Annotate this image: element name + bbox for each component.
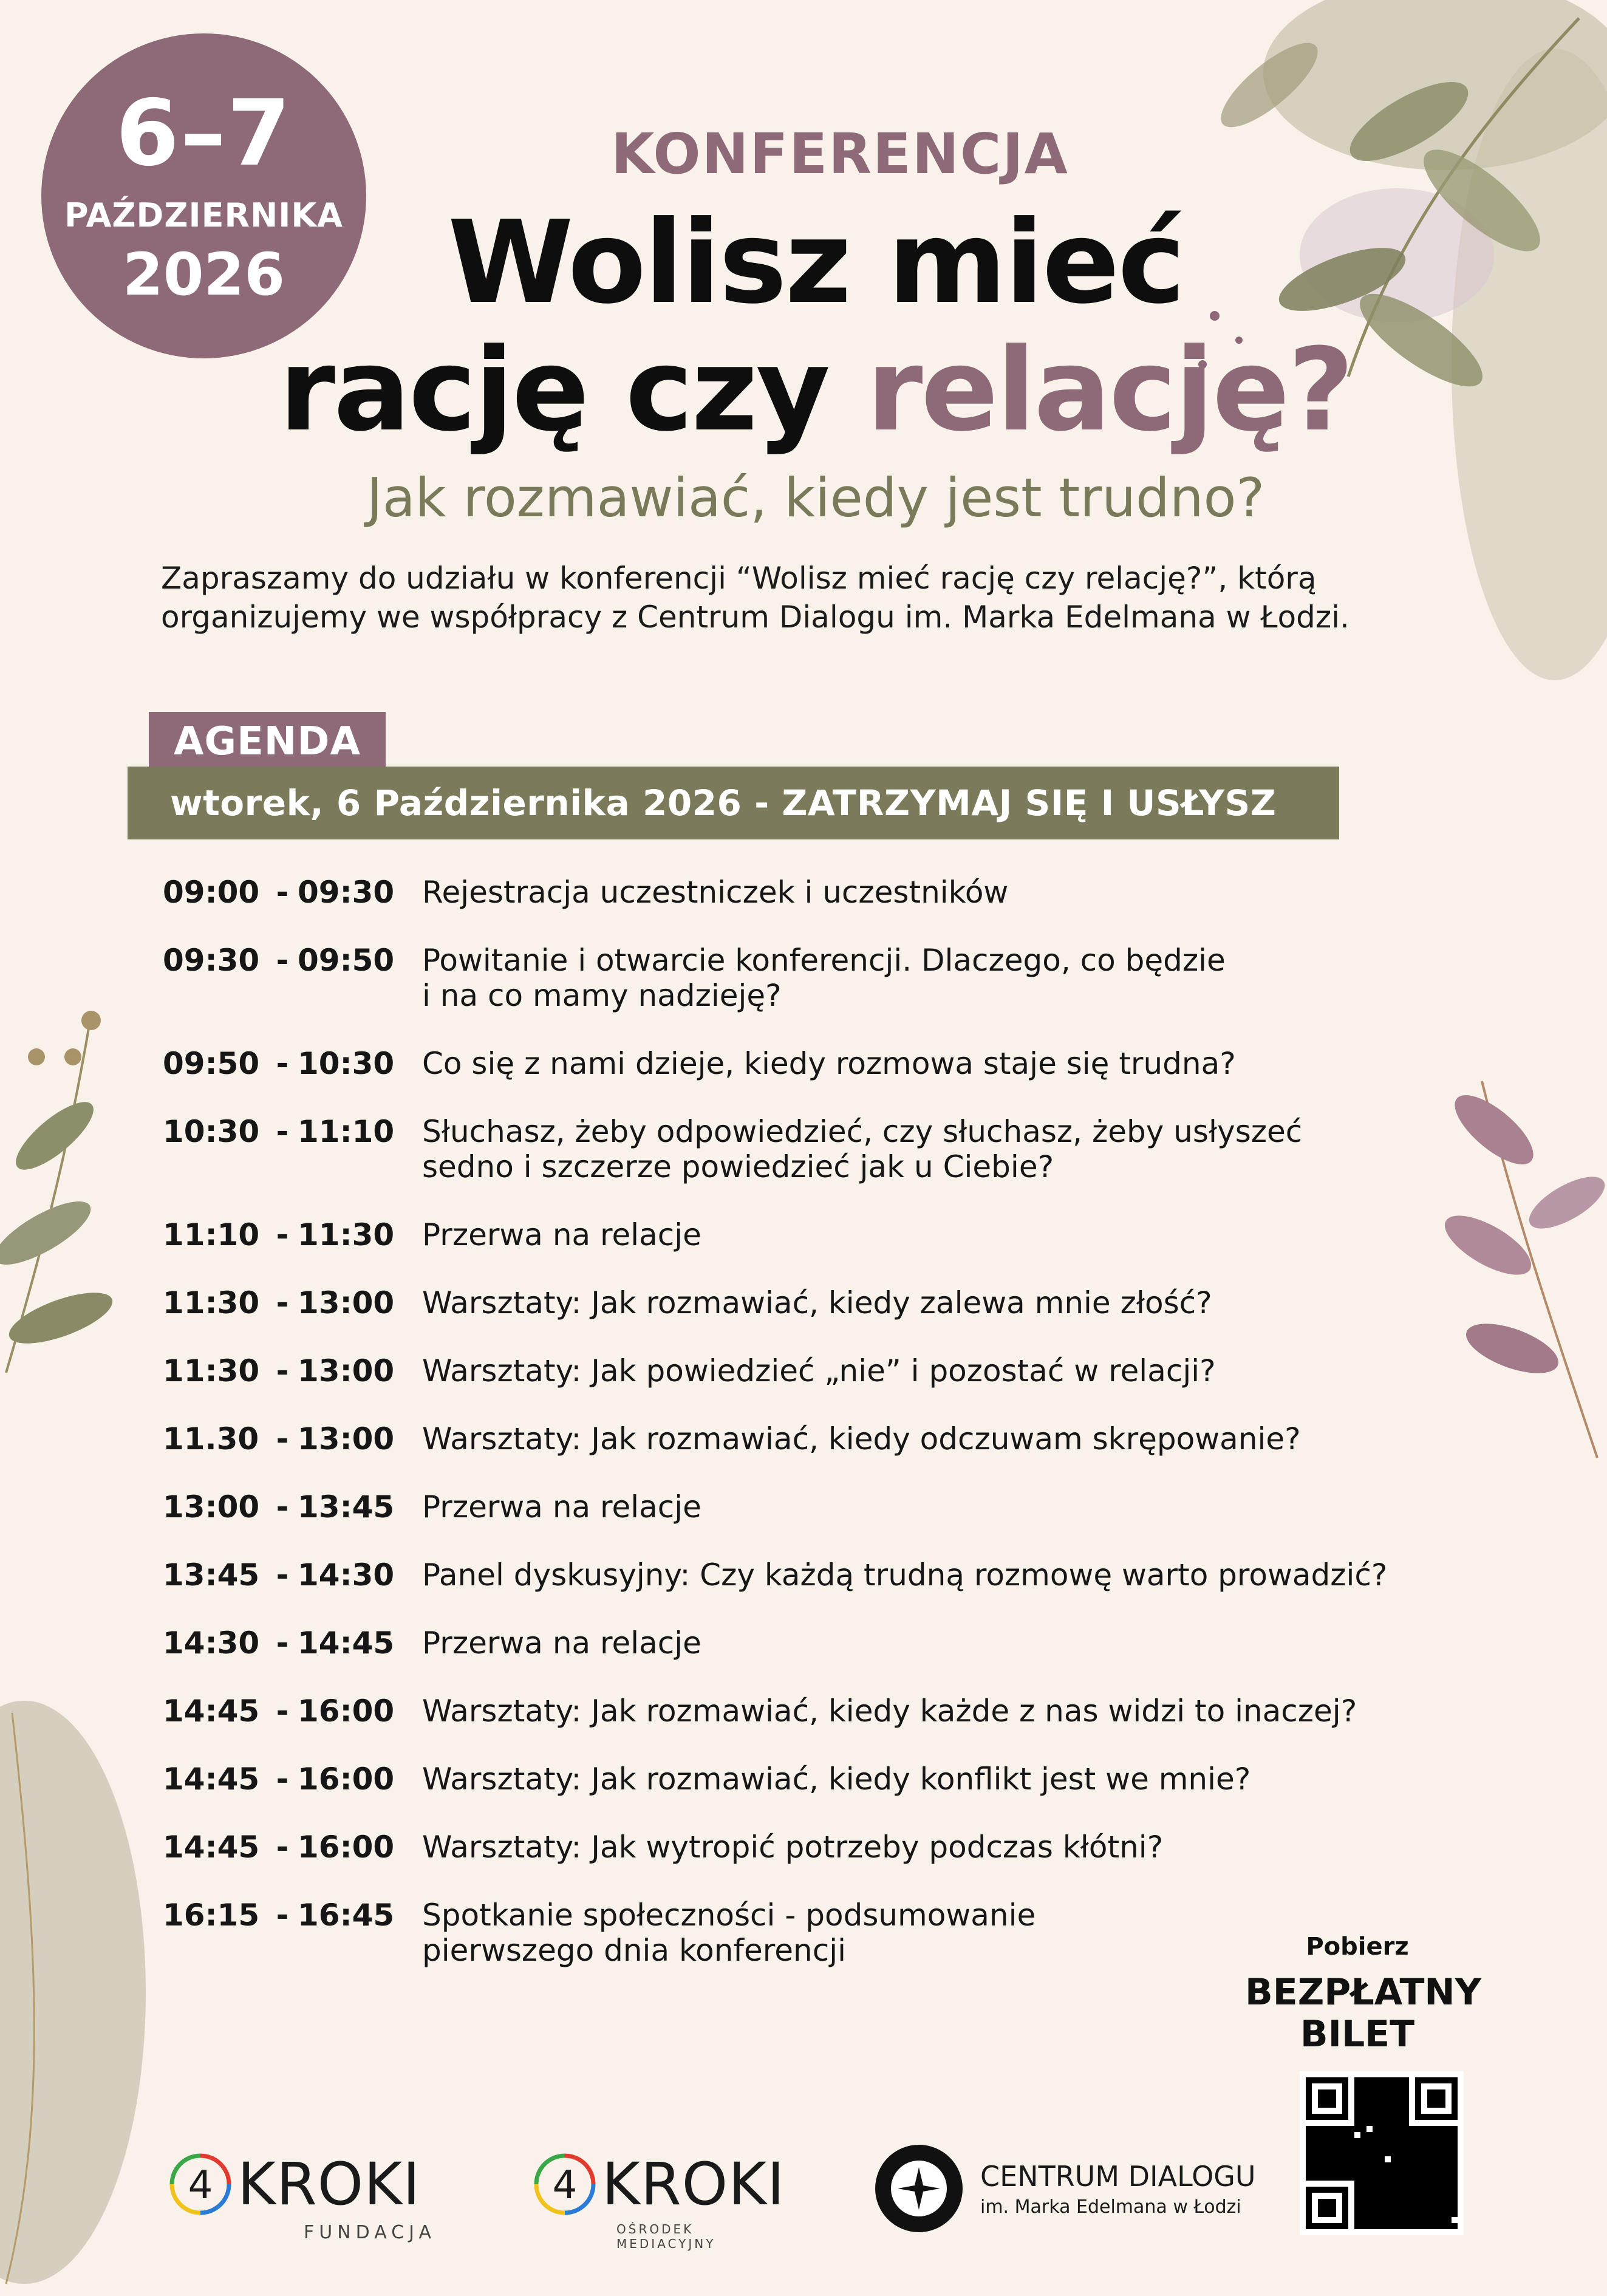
agenda-end-time: 11:30 bbox=[298, 1217, 395, 1252]
agenda-start-time: 09:00 bbox=[163, 875, 260, 910]
four-kroki-ring-icon bbox=[167, 2151, 234, 2218]
agenda-row bbox=[163, 1557, 1469, 1593]
agenda-description: Spotkanie społeczności - podsumowanie pierwszego dnia konferencji bbox=[422, 1898, 1036, 1968]
ticket-callout[interactable] bbox=[1245, 1933, 1482, 2055]
agenda-tag: AGENDA bbox=[149, 712, 386, 771]
agenda-start-time: 14:45 bbox=[163, 1693, 260, 1729]
agenda-end-time: 09:30 bbox=[298, 875, 395, 910]
agenda-description: Warsztaty: Jak wytropić potrzeby podczas kłótni? bbox=[422, 1830, 1164, 1865]
agenda-time-separator: - bbox=[276, 1898, 289, 1933]
kroki-sub-osrodek: OŚRODEK MEDIACYJNY bbox=[616, 2222, 716, 2251]
kroki-name: KROKI bbox=[237, 2150, 421, 2218]
title-line-2 bbox=[12, 324, 1607, 457]
agenda-row bbox=[163, 875, 1469, 910]
agenda-end-time: 09:50 bbox=[298, 943, 395, 978]
agenda-start-time: 09:50 bbox=[163, 1046, 260, 1081]
kroki-name: KROKI bbox=[602, 2150, 785, 2218]
kroki-sub-fundacja: FUNDACJA bbox=[304, 2222, 437, 2243]
agenda-start-time: 13:45 bbox=[163, 1557, 260, 1593]
agenda-start-time: 14:45 bbox=[163, 1830, 260, 1865]
agenda-row bbox=[163, 1114, 1469, 1184]
agenda-end-time: 16:45 bbox=[298, 1898, 395, 1933]
agenda-row bbox=[163, 1285, 1469, 1321]
agenda-end-time: 16:00 bbox=[298, 1761, 395, 1797]
four-kroki-ring-icon bbox=[531, 2151, 598, 2218]
agenda-start-time: 14:45 bbox=[163, 1761, 260, 1797]
agenda-end-time: 13:00 bbox=[298, 1285, 395, 1321]
agenda-row bbox=[163, 1046, 1469, 1081]
agenda-row bbox=[163, 943, 1469, 1013]
agenda-start-time: 11:30 bbox=[163, 1353, 260, 1389]
agenda-start-time: 11:10 bbox=[163, 1217, 260, 1252]
agenda-row bbox=[163, 1489, 1469, 1525]
ticket-main-label: BEZPŁATNY BILET bbox=[1245, 1971, 1482, 2055]
agenda-end-time: 13:00 bbox=[298, 1421, 395, 1457]
subtitle: Jak rozmawiać, kiedy jest trudno? bbox=[366, 466, 1265, 529]
agenda-row bbox=[163, 1217, 1469, 1252]
centrum-dialogu-seal-icon bbox=[873, 2143, 964, 2234]
kroki-number: 4 bbox=[552, 2163, 578, 2208]
agenda-end-time: 11:10 bbox=[298, 1114, 395, 1149]
agenda-start-time: 09:30 bbox=[163, 943, 260, 978]
agenda-time-separator: - bbox=[276, 1625, 289, 1661]
qr-code-graphic bbox=[1306, 2077, 1458, 2229]
agenda-description: Przerwa na relacje bbox=[422, 1217, 701, 1252]
date-year: 2026 bbox=[122, 241, 285, 309]
agenda-time-separator: - bbox=[276, 1693, 289, 1729]
agenda-time-separator: - bbox=[276, 1114, 289, 1149]
agenda-end-time: 13:00 bbox=[298, 1353, 395, 1389]
leaf-decoration-left bbox=[0, 978, 121, 1403]
agenda-time-separator: - bbox=[276, 1421, 289, 1457]
agenda-start-time: 16:15 bbox=[163, 1898, 260, 1933]
centrum-dialogu-name: CENTRUM DIALOGU bbox=[980, 2159, 1256, 2193]
agenda-end-time: 14:45 bbox=[298, 1625, 395, 1661]
logo-osrodek-4-kroki[interactable] bbox=[531, 2150, 785, 2251]
agenda-description: Warsztaty: Jak rozmawiać, kiedy każde z nas widzi to inaczej? bbox=[422, 1693, 1357, 1729]
agenda-description: Panel dyskusyjny: Czy każdą trudną rozmowę warto prowadzić? bbox=[422, 1557, 1388, 1593]
agenda-start-time: 14:30 bbox=[163, 1625, 260, 1661]
title-line-2-plain: rację czy bbox=[279, 324, 867, 457]
agenda-description: Rejestracja uczestniczek i uczestników bbox=[422, 875, 1009, 910]
agenda-time-separator: - bbox=[276, 1353, 289, 1389]
agenda-time-separator: - bbox=[276, 943, 289, 978]
agenda-time-separator: - bbox=[276, 1285, 289, 1321]
schedule-list bbox=[163, 875, 1469, 2001]
agenda-end-time: 10:30 bbox=[298, 1046, 395, 1081]
qr-code-icon[interactable] bbox=[1300, 2071, 1464, 2235]
agenda-end-time: 14:30 bbox=[298, 1557, 395, 1593]
agenda-description: Warsztaty: Jak rozmawiać, kiedy zalewa mnie złość? bbox=[422, 1285, 1212, 1321]
agenda-start-time: 11:30 bbox=[163, 1285, 260, 1321]
agenda-row bbox=[163, 1830, 1469, 1865]
agenda-time-separator: - bbox=[276, 1557, 289, 1593]
agenda-description: Przerwa na relacje bbox=[422, 1489, 701, 1525]
agenda-description: Przerwa na relacje bbox=[422, 1625, 701, 1661]
agenda-time-separator: - bbox=[276, 1217, 289, 1252]
agenda-time-separator: - bbox=[276, 1489, 289, 1525]
kroki-number: 4 bbox=[188, 2163, 213, 2208]
conference-kicker: KONFERENCJA bbox=[611, 121, 1069, 186]
agenda-description: Warsztaty: Jak powiedzieć „nie” i pozostać w relacji? bbox=[422, 1353, 1216, 1389]
title-line-2-accent: relację? bbox=[866, 324, 1353, 457]
agenda-row bbox=[163, 1693, 1469, 1729]
agenda-description: Powitanie i otwarcie konferencji. Dlaczego, co będzie i na co mamy nadzieję? bbox=[422, 943, 1226, 1013]
agenda-row bbox=[163, 1761, 1469, 1797]
agenda-row bbox=[163, 1353, 1469, 1389]
intro-paragraph: Zapraszamy do udziału w konferencji “Wolisz mieć rację czy relację?”, którą organizujemy we współpracy z Centrum Dialogu im. Marka Edelmana w Łodzi. bbox=[161, 561, 1349, 635]
agenda-start-time: 11.30 bbox=[163, 1421, 259, 1457]
agenda-end-time: 16:00 bbox=[298, 1830, 395, 1865]
agenda-start-time: 10:30 bbox=[163, 1114, 260, 1149]
agenda-description: Warsztaty: Jak rozmawiać, kiedy odczuwam skrępowanie? bbox=[422, 1421, 1301, 1457]
agenda-end-time: 16:00 bbox=[298, 1693, 395, 1729]
date-days: 6–7 bbox=[115, 81, 292, 186]
agenda-row bbox=[163, 1625, 1469, 1661]
date-month: PAŹDZIERNIKA bbox=[64, 196, 344, 234]
agenda-description: Co się z nami dzieje, kiedy rozmowa staje się trudna? bbox=[422, 1046, 1236, 1081]
ticket-pre-label: Pobierz bbox=[1306, 1933, 1409, 1961]
logo-fundacja-4-kroki[interactable] bbox=[167, 2150, 437, 2243]
leaf-decoration-bottom-left bbox=[0, 1689, 158, 2296]
title-line-1: Wolisz mieć bbox=[448, 196, 1184, 329]
agenda-time-separator: - bbox=[276, 1046, 289, 1081]
agenda-description: Warsztaty: Jak rozmawiać, kiedy konflikt jest we mnie? bbox=[422, 1761, 1251, 1797]
logo-centrum-dialogu[interactable] bbox=[873, 2143, 1256, 2234]
agenda-time-separator: - bbox=[276, 1761, 289, 1797]
agenda-time-separator: - bbox=[276, 1830, 289, 1865]
agenda-start-time: 13:00 bbox=[163, 1489, 260, 1525]
agenda-description: Słuchasz, żeby odpowiedzieć, czy słuchasz, żeby usłyszeć sedno i szczerze powiedzieć jak u Ciebie? bbox=[422, 1114, 1303, 1184]
agenda-time-separator: - bbox=[276, 875, 289, 910]
centrum-dialogu-sub: im. Marka Edelmana w Łodzi bbox=[980, 2196, 1241, 2218]
agenda-row bbox=[163, 1421, 1469, 1457]
agenda-end-time: 13:45 bbox=[298, 1489, 395, 1525]
day-banner: wtorek, 6 Października 2026 - ZATRZYMAJ SIĘ I USŁYSZ bbox=[128, 767, 1339, 839]
